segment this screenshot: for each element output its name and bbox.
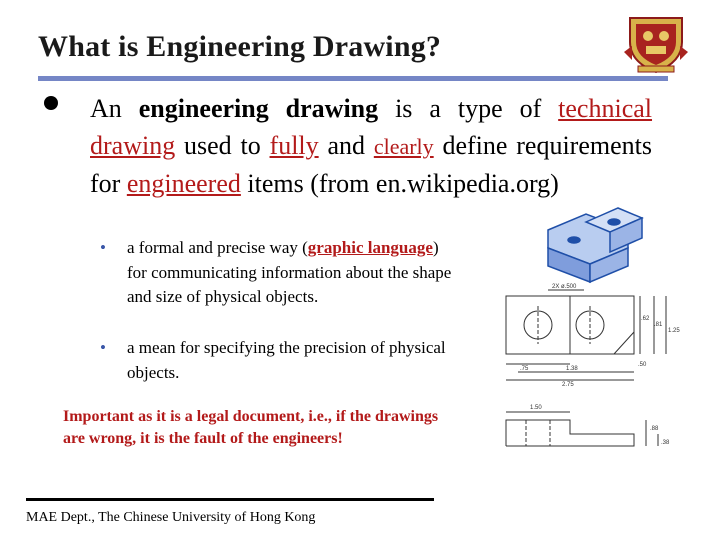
dim-label: 2.75: [562, 382, 574, 388]
title-underline: [38, 76, 668, 81]
university-crest-icon: [622, 12, 690, 74]
dim-label: 1.38: [566, 366, 578, 372]
footer-text: MAE Dept., The Chinese University of Hong Kong: [26, 510, 316, 525]
dim-label: .38: [661, 440, 670, 446]
text-segment: define requirements for: [90, 131, 652, 198]
sub-bullet-text: [127, 236, 452, 310]
dim-label: .75: [520, 366, 529, 372]
text-segment: is a type of: [378, 94, 559, 123]
isometric-view: [548, 208, 642, 282]
dim-label: .62: [641, 316, 650, 322]
text-segment: items (from en.wikipedia.org): [240, 169, 559, 198]
term-graphic-language: graphic language: [307, 238, 433, 257]
link-clearly[interactable]: clearly: [373, 134, 434, 159]
slide-title: What is Engineering Drawing?: [38, 30, 442, 63]
dim-holes-label: 2X ø.500: [552, 284, 577, 290]
term-engineering-drawing: engineering drawing: [138, 94, 379, 123]
dim-label: 1.25: [668, 328, 680, 334]
dim-label: .88: [650, 426, 659, 432]
bullet-dot: [44, 96, 58, 110]
text-segment: An: [90, 94, 139, 123]
footer-divider: [26, 498, 434, 501]
sub-bullet-text: a mean for specifying the precision of physical objects.: [127, 338, 446, 382]
link-fully[interactable]: fully: [269, 131, 319, 160]
main-definition: [90, 90, 652, 202]
sub-bullet-dot: •: [100, 338, 106, 357]
text-segment: used to: [175, 131, 270, 160]
engineering-drawing-illustration: [478, 200, 694, 470]
link-engineered[interactable]: engineered: [126, 169, 241, 198]
dim-label: .50: [638, 362, 647, 368]
link-technical-drawing[interactable]: technical drawing: [90, 94, 653, 160]
sub-bullet-dot: •: [100, 238, 106, 257]
important-note: Important as it is a legal document, i.e., if the drawings are wrong, it is the fault of the engineers!: [63, 408, 439, 447]
dim-label: 1.50: [530, 405, 542, 411]
sub-bullet-2: [100, 336, 450, 386]
text-segment: and: [318, 131, 374, 160]
text-segment: ) for communicating information about the shape and size of physical objects.: [127, 238, 452, 306]
text-segment: a formal and precise way (: [127, 238, 308, 257]
sub-bullet-1: [100, 236, 450, 336]
dim-label: .81: [654, 322, 663, 328]
front-view: [506, 412, 658, 446]
